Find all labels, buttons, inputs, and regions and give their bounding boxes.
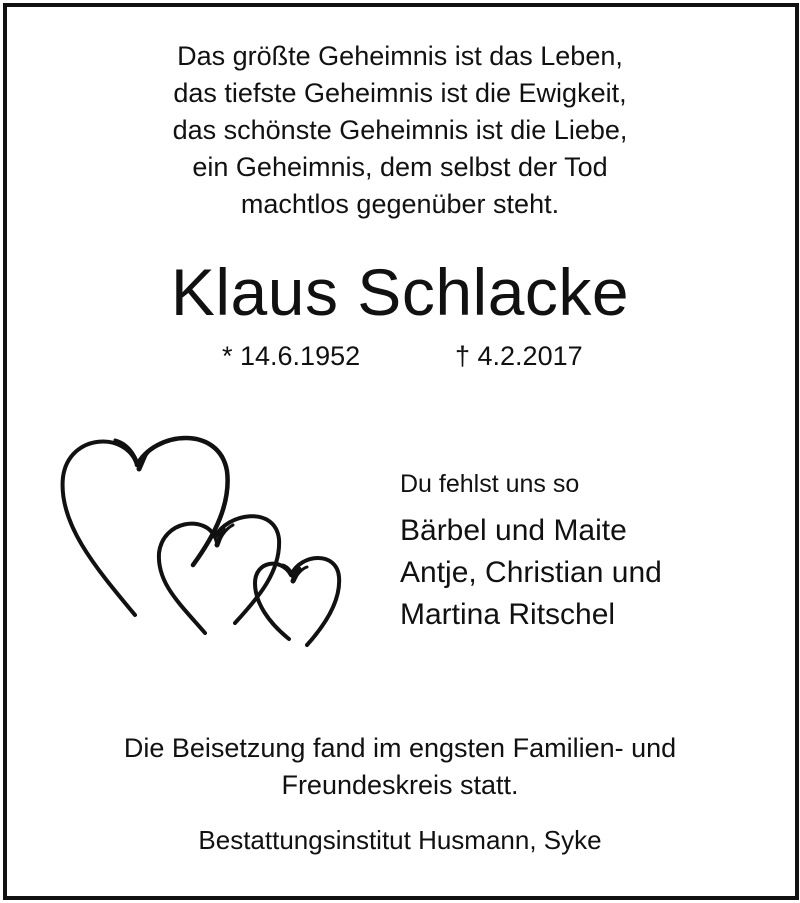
mourner-names — [400, 510, 662, 636]
death-date: † 4.2.2017 — [455, 341, 583, 371]
poem-line: das tiefste Geheimnis ist die Ewigkeit, — [173, 78, 627, 108]
poem — [0, 38, 800, 223]
poem-line: machtlos gegenüber steht. — [240, 189, 560, 219]
funeral-home: Bestattungsinstitut Husmann, Syke — [198, 825, 602, 855]
burial-line: Die Beisetzung fand im engsten Familien- und — [123, 733, 677, 763]
burial-line: Freundeskreis statt. — [281, 770, 519, 800]
mourner-line: Bärbel und Maite — [400, 514, 627, 547]
deceased-name: Klaus Schlacke — [170, 255, 630, 329]
mourner-line: Antje, Christian und — [400, 556, 662, 589]
mourners — [400, 466, 662, 636]
birth-date: * 14.6.1952 — [222, 341, 361, 371]
mourners-lead: Du fehlst uns so — [400, 470, 580, 498]
three-hearts-icon — [55, 425, 355, 660]
burial-note — [0, 730, 800, 804]
poem-line: Das größte Geheimnis ist das Leben, — [177, 41, 623, 71]
mourner-line: Martina Ritschel — [400, 598, 616, 631]
poem-line: ein Geheimnis, dem selbst der Tod — [192, 152, 608, 182]
poem-line: das schönste Geheimnis ist die Liebe, — [172, 115, 628, 145]
